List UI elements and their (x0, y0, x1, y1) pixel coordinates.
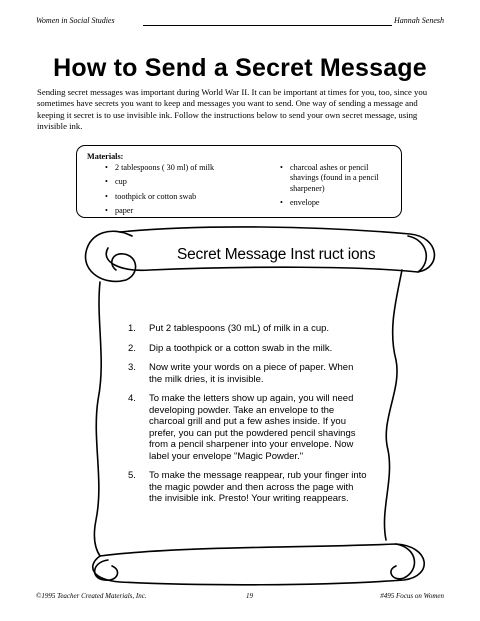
materials-title: Materials: (87, 152, 124, 161)
step-text: Now write your words on a piece of paper. When the milk dries, it is invisible. (149, 362, 354, 385)
page-title: How to Send a Secret Message (53, 54, 427, 82)
scroll-right-edge (384, 270, 402, 540)
instruction-steps (128, 323, 368, 505)
scroll-bottom-right-curl (391, 544, 415, 579)
step-number: 4. (128, 393, 136, 404)
material-item: • charcoal ashes or pencil shavings (found in a pencil sharpener) (280, 163, 395, 194)
step-text: To make the message reappear, rub your finger into the magic powder and then across the page with the invisible ink. Presto! Your writing reappears. (149, 470, 367, 504)
instruction-step (128, 362, 368, 385)
scroll-bottom-roll (93, 544, 424, 585)
step-text: To make the letters show up again, you will need developing powder. Take an envelope to the charcoal grill and put a few ashes inside. If you prefer, you can put the powdered pencil shavings from a pencil sharpener into your envelope. Now label your envelope "Magic Powder." (149, 393, 356, 462)
instruction-step (128, 470, 368, 505)
header-left-text: Women in Social Studies (36, 16, 115, 25)
scroll-title: Secret Message Inst ruct ions (177, 246, 376, 263)
scroll-bottom-left-curl (95, 560, 118, 580)
step-text: Put 2 tablespoons (30 mL) of milk in a cup. (149, 323, 330, 334)
scroll-top-right-curl (408, 236, 426, 272)
scroll-top-left-curl (86, 231, 136, 281)
scroll-left-edge (94, 282, 101, 556)
footer-book-title: #495 Focus on Women (380, 592, 444, 600)
step-number: 3. (128, 362, 136, 373)
instruction-step (128, 343, 368, 355)
instruction-step (128, 393, 368, 462)
instruction-step (128, 323, 368, 335)
step-text: Dip a toothpick or a cotton swab in the milk. (149, 342, 333, 354)
material-item: • cup (105, 177, 265, 187)
material-item: • toothpick or cotton swab (105, 192, 265, 202)
step-number: 1. (128, 323, 136, 334)
material-item: • paper (105, 206, 265, 216)
header-right-text: Hannah Senesh (394, 16, 444, 25)
intro-paragraph: Sending secret messages was important during World War II. It can be important at times for you, too, since you sometimes have secrets you want to keep and messages you want to send. One way of sending a message and keeping it secret is to use invisible ink. Follow the instructions below to send your own secret message, using invisible ink. (37, 87, 428, 131)
step-number: 5. (128, 470, 136, 481)
footer-page-number: 19 (246, 592, 253, 600)
material-item: • envelope (280, 198, 395, 208)
footer-copyright: ©1995 Teacher Created Materials, Inc. (36, 592, 147, 600)
page-footer (36, 592, 444, 604)
material-item: • 2 tablespoons ( 30 ml) of milk (105, 163, 265, 173)
step-number: 2. (128, 342, 136, 354)
